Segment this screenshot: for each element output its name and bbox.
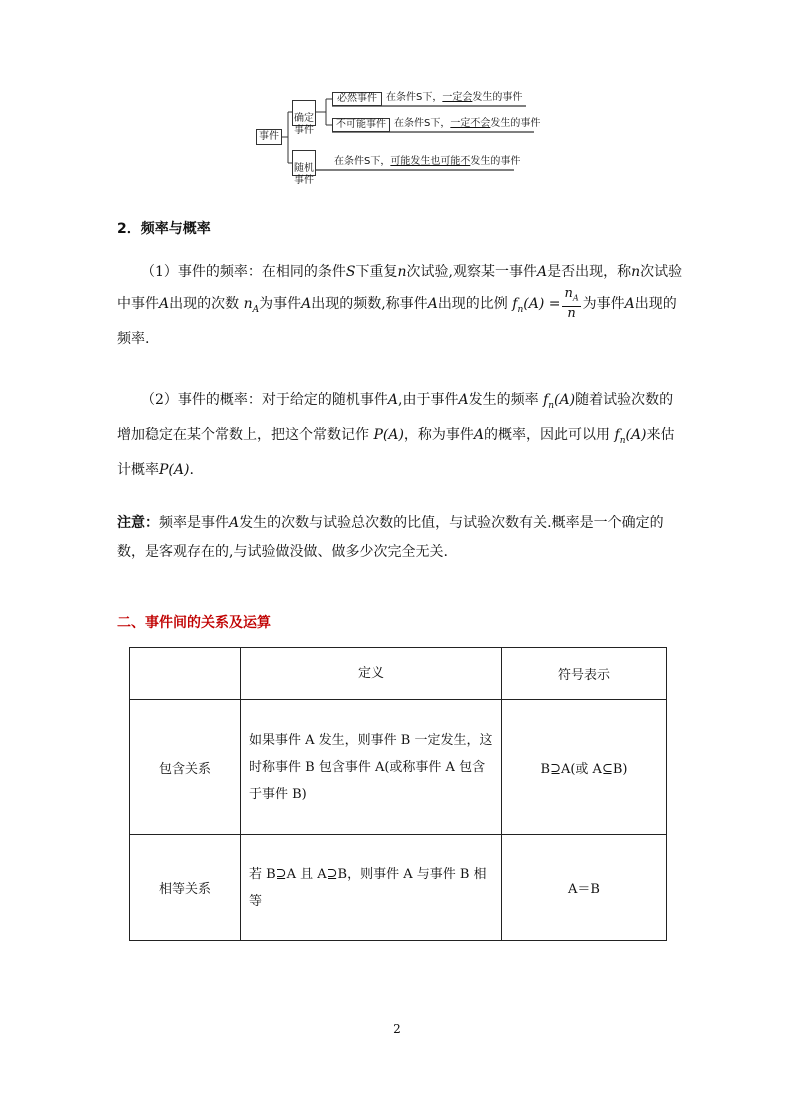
math-fn-A-2: $f_n(A)$ (614, 426, 647, 446)
paragraph-note: 注意：频率是事件A发生的次数与试验总次数的比值，与试验次数有关.概率是一个确定的数，是客观存在的,与试验做没做、做多少次完全无关. (117, 515, 664, 560)
diagram-certain-event: 确定 事件 (292, 100, 316, 126)
table-header-cell: 定义 (241, 648, 502, 700)
math-frequency-formula: $f_n(A)$ = (512, 295, 561, 315)
diagram-random-event: 随机 事件 (292, 150, 316, 176)
relation-name: 包含关系 (130, 700, 241, 835)
relation-name: 相等关系 (130, 835, 241, 941)
page-number: 2 (393, 1022, 401, 1036)
note-label: 注意： (117, 515, 159, 531)
table-header-cell (130, 648, 241, 700)
relation-definition: 如果事件 A 发生，则事件 B 一定发生，这时称事件 B 包含事件 A(或称事件 A 包含于事件 B) (241, 700, 502, 835)
paragraph-probability: （2）事件的概率：对于给定的随机事件A,由于事件A发生的频率 $f_n(A)$随着试验次数的增加稳定在某个常数上，把这个常数记作 P(A)，称为事件A的概率，因此可以用 $f_n(A)$来估计概率P(A). (117, 392, 675, 478)
math-nA: $n_A$ (243, 295, 260, 315)
relation-symbol: A＝B (502, 835, 667, 941)
event-classification-diagram (250, 90, 550, 186)
section-title-event-relations: 二、事件间的关系及运算 (117, 615, 271, 631)
math-fraction: $\frac{n_A}{n}$ (564, 286, 579, 321)
diagram-root-event: 事件 (256, 129, 282, 145)
relation-symbol: B⊇A(或 A⊆B) (502, 700, 667, 835)
table-row (130, 700, 667, 835)
math-P-A: P(A) (373, 426, 404, 443)
diagram-impossible-event: 不可能事件 (332, 118, 390, 132)
math-P-A-2: P(A) (159, 461, 190, 478)
section-heading-frequency-probability: 2．频率与概率 (117, 221, 211, 237)
table-row (130, 835, 667, 941)
math-fn-A: $f_n(A)$ (543, 392, 576, 411)
table-header-row (130, 648, 667, 700)
diagram-sure-description: 在条件S下，一定会发生的事件 (386, 92, 523, 103)
event-relations-table (129, 647, 667, 941)
diagram-impossible-description: 在条件S下，一定不会发生的事件 (394, 118, 541, 129)
diagram-sure-event: 必然事件 (332, 92, 382, 106)
table-header-cell: 符号表示 (502, 648, 667, 700)
relation-definition: 若 B⊇A 且 A⊇B，则事件 A 与事件 B 相等 (241, 835, 502, 941)
paragraph-frequency: （1）事件的频率：在相同的条件S下重复n次试验,观察某一事件A是否出现，称n次试验中事件A出现的次数 $n_A$为事件A出现的频数,称事件A出现的比例 $f_n(A)$ = $\frac{n_A}{n}$ 为事件A出现的频率. (117, 264, 683, 347)
diagram-random-description: 在条件S下，可能发生也可能不发生的事件 (334, 156, 521, 167)
